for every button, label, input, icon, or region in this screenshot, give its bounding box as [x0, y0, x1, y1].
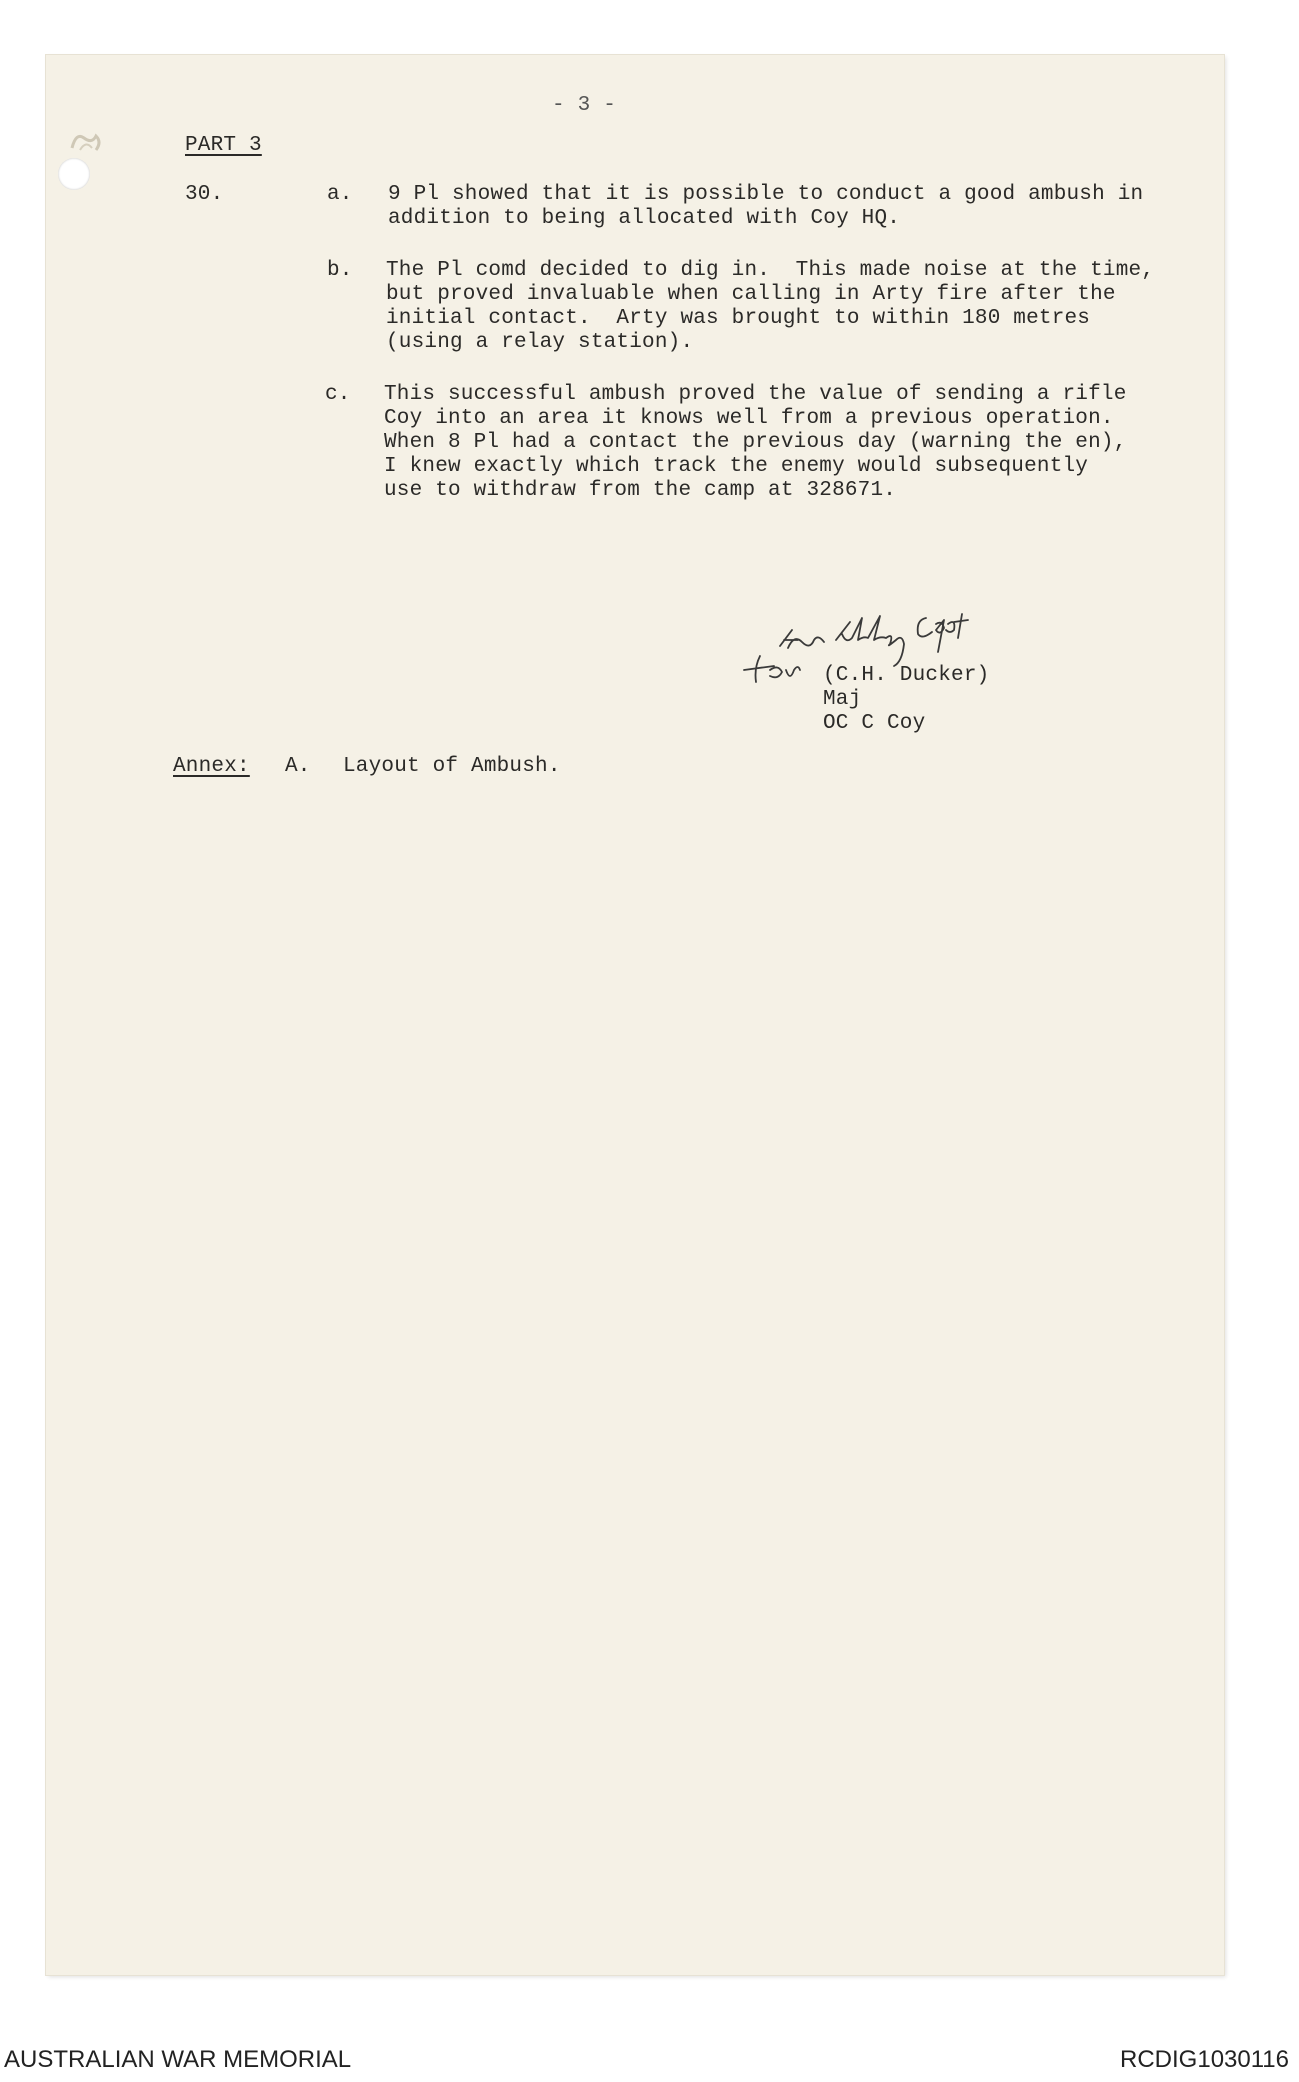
part-heading: PART 3: [185, 134, 262, 157]
item-letter-b: b.: [327, 259, 353, 282]
item-b-line-1: The Pl comd decided to dig in. This made noise at the time,: [386, 259, 1155, 282]
signature-name: (C.H. Ducker): [823, 664, 990, 687]
item-c-line-1: This successful ambush proved the value of sending a rifle: [384, 383, 1127, 406]
item-b-line-4: (using a relay station).: [386, 331, 694, 354]
footer-archive-name: AUSTRALIAN WAR MEMORIAL: [4, 2046, 352, 2073]
page-number: - 3 -: [552, 94, 617, 117]
annex-text: Layout of Ambush.: [343, 755, 561, 778]
item-c-line-5: use to withdraw from the camp at 328671.: [384, 479, 897, 502]
handwritten-signature: [740, 600, 1080, 710]
item-c-line-2: Coy into an area it knows well from a previous operation.: [384, 407, 1114, 430]
item-c-line-3: When 8 Pl had a contact the previous day (warning the en),: [384, 431, 1127, 454]
item-a-line-2: addition to being allocated with Coy HQ.: [388, 207, 901, 230]
item-a-line-1: 9 Pl showed that it is possible to conduct a good ambush in: [388, 183, 1144, 206]
item-letter-c: c.: [325, 383, 351, 406]
signature-appointment: OC C Coy: [823, 712, 926, 735]
annex-label: Annex:: [173, 755, 250, 778]
item-c-line-4: I knew exactly which track the enemy would subsequently: [384, 455, 1089, 478]
item-b-line-2: but proved invaluable when calling in Arty fire after the: [386, 283, 1116, 306]
annex-letter: A.: [285, 755, 311, 778]
faint-stamp-mark: [66, 128, 108, 156]
paragraph-number: 30.: [185, 183, 224, 206]
signature-rank: Maj: [823, 688, 862, 711]
item-b-line-3: initial contact. Arty was brought to within 180 metres: [386, 307, 1091, 330]
footer-record-id: RCDIG1030116: [1120, 2046, 1289, 2073]
item-letter-a: a.: [327, 183, 353, 206]
punch-hole: [58, 158, 90, 190]
